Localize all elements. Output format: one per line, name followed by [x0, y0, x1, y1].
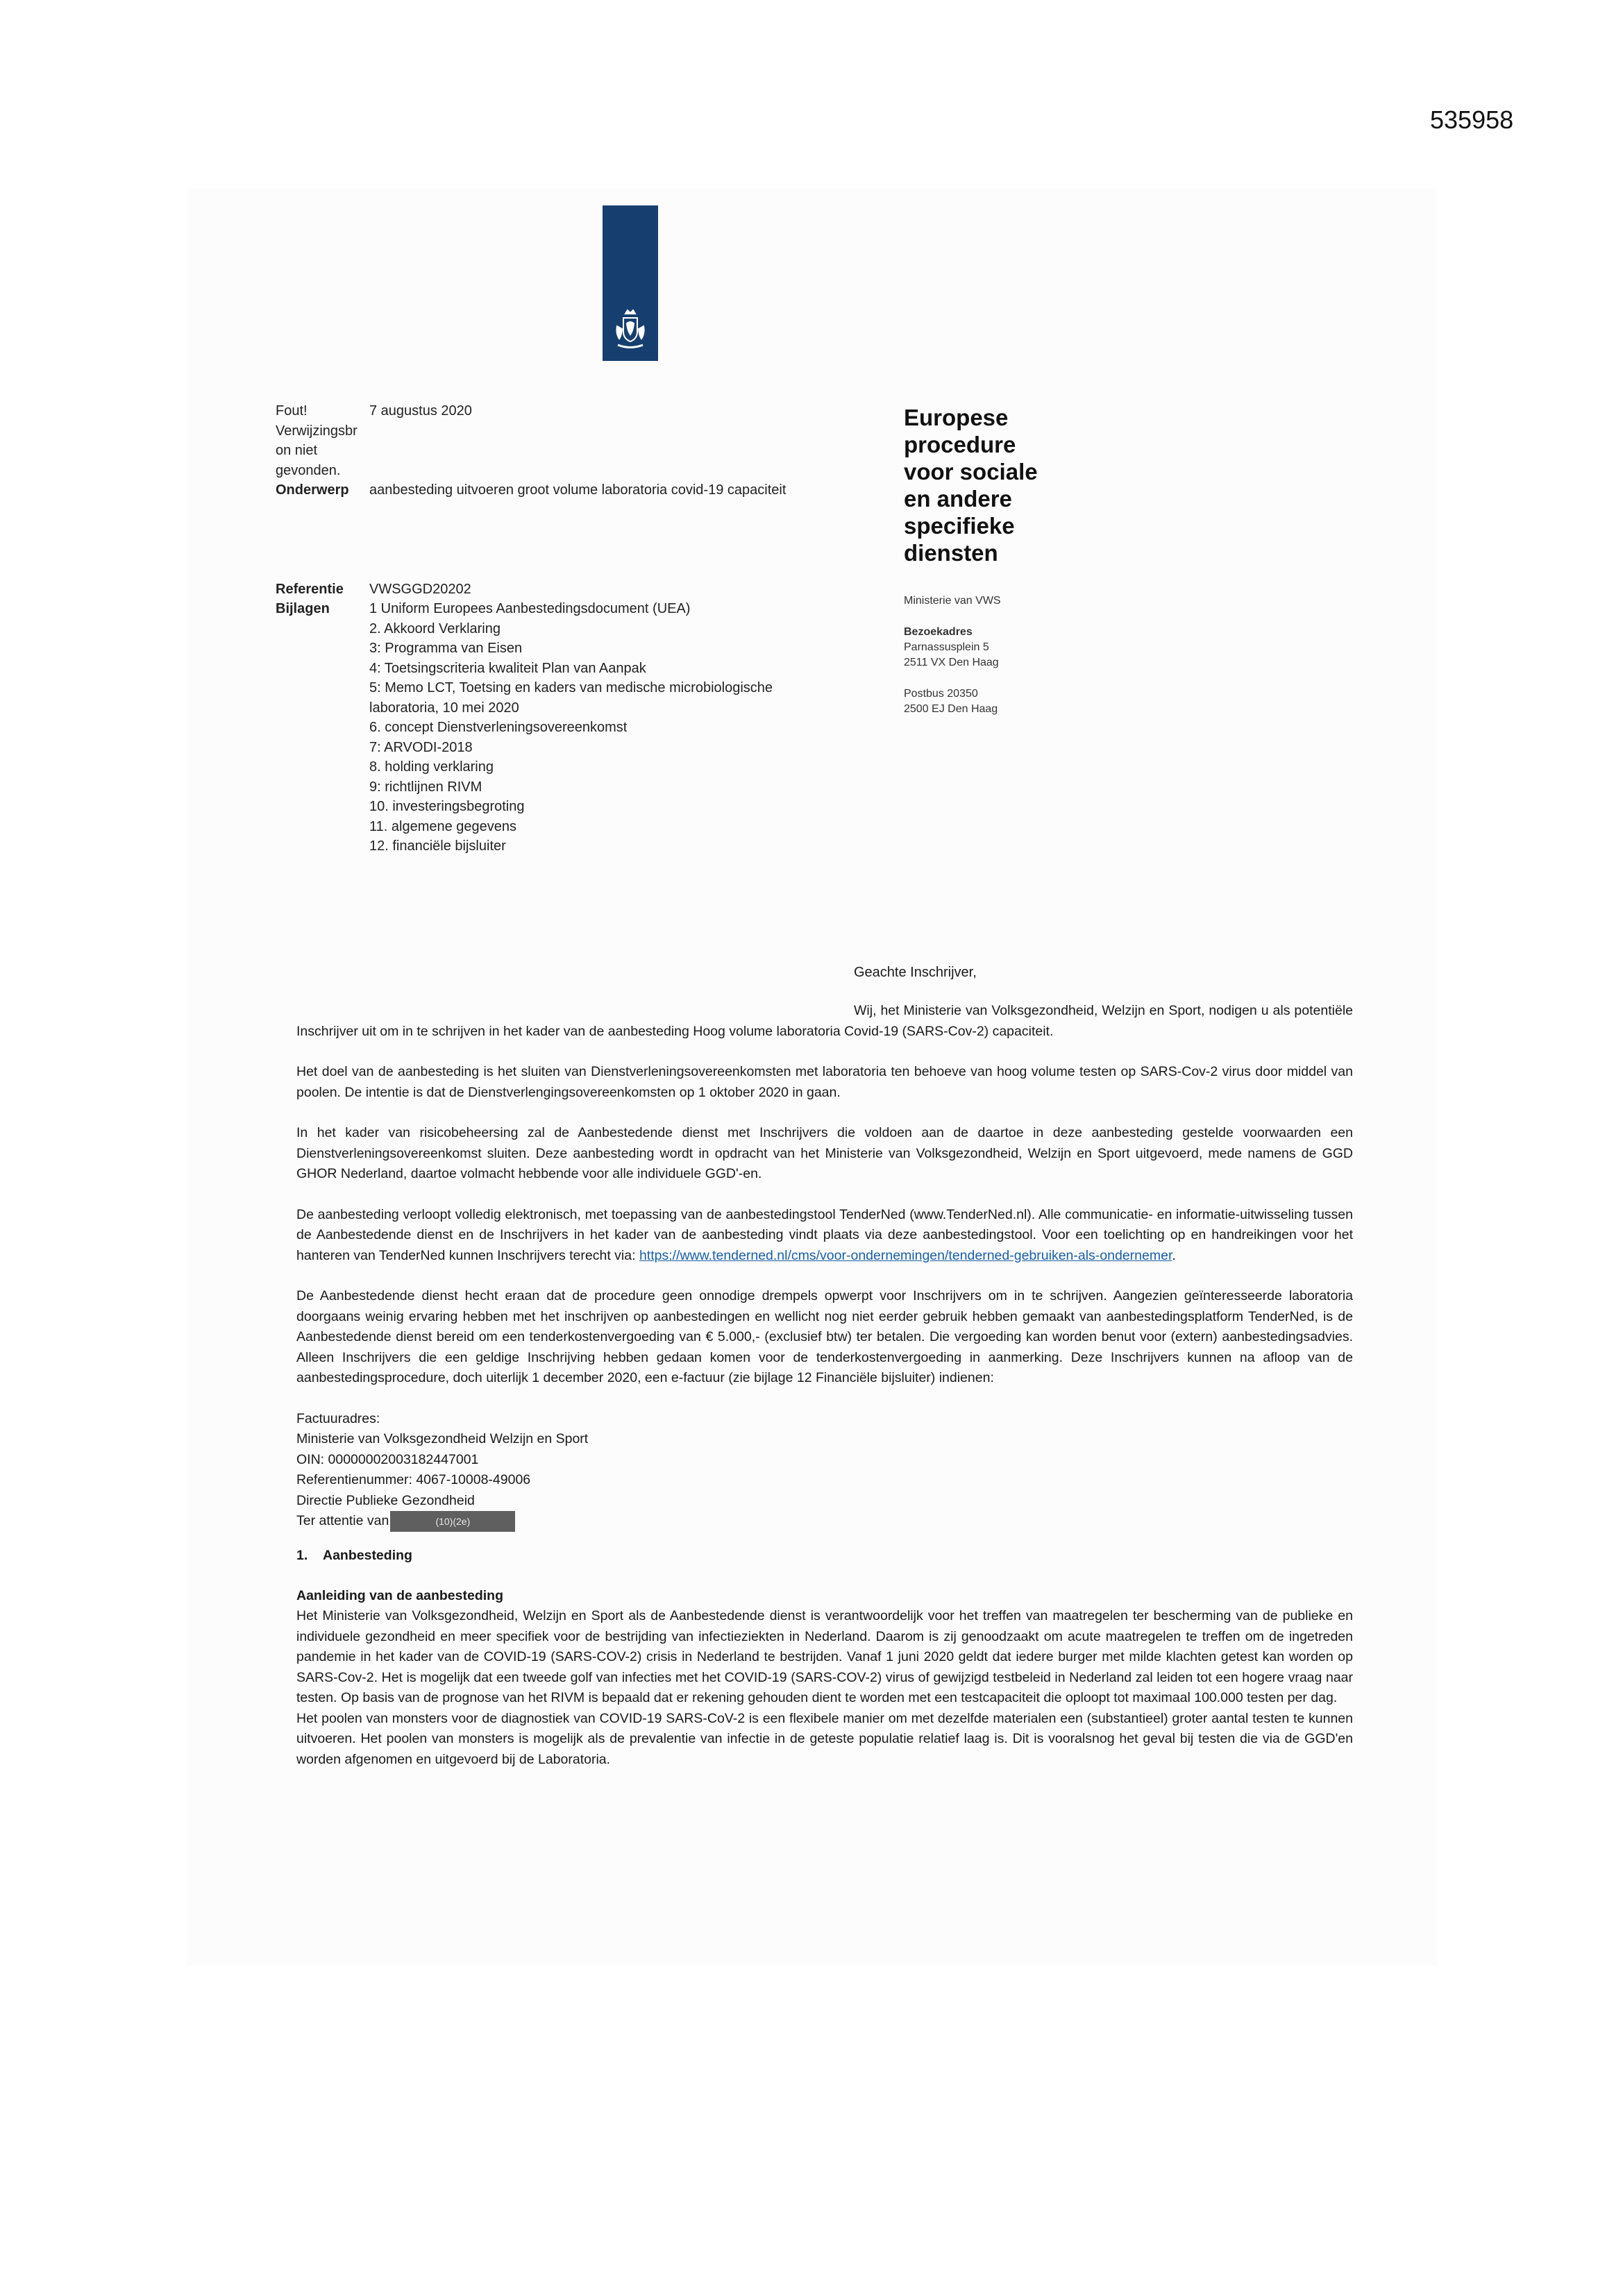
document-number: 535958 — [1430, 105, 1514, 134]
ministry-name: Ministerie van VWS — [904, 595, 1001, 607]
salutation: Geachte Inschrijver, — [854, 965, 977, 980]
bijlage-item: 4: Toetsingscriteria kwaliteit Plan van Aanpak — [369, 660, 646, 676]
rijksoverheid-logo — [603, 205, 658, 361]
bijlagen-row — [276, 599, 880, 856]
paragraph-compensation: De Aanbestedende dienst hecht eraan dat de procedure geen onnodige drempels opwerpt voor Inschrijvers om in te schrijven. Aangezien geïnteresseerde laboratoria doorgaans weinig ervaring hebben met het inschrijven op aanbestedingen en wellicht nog niet eerder gebruik hebben gemaakt van aanbestedingsplatform TenderNed, is de Aanbestedende dienst bereid om een tenderkostenvergoeding van € 5.000,- (exclusief btw) ter betalen. Die vergoeding kan worden benut voor (extern) aanbestedingsadvies. Alleen Inschrijvers die een geldige Inschrijving hebben gedaan komen voor de tenderkostenvergoeding in aanmerking. Deze Inschrijvers kunnen na afloop van de aanbestedingsprocedure, doch uiterlijk 1 december 2020, een e-factuur (zie bijlage 12 Financiële bijsluiter) indienen: — [296, 1288, 1353, 1385]
letter-date: 7 augustus 2020 — [369, 403, 472, 419]
onderwerp-value: aanbesteding uitvoeren groot volume laboratoria covid-19 capaciteit — [369, 482, 787, 498]
paragraph-risk: In het kader van risicobeheersing zal de Aanbestedende dienst met Inschrijvers die voldoen aan de daartoe in deze aanbesteding gestelde voorwaarden een Dienstverleningsovereenkomst sluiten. Deze aanbesteding wordt in opdracht van het Ministerie van Volksgezondheid, Welzijn en Sport uitgevoerd, mede namens de GGD GHOR Nederland, daartoe volmacht hebbende voor alle individuele GGD'-en. — [296, 1125, 1353, 1181]
paragraph-purpose: Het doel van de aanbesteding is het sluiten van Dienstverleningsovereenkomsten met laboratoria ten behoeve van hoog volume testen op SARS-Cov-2 virus door middel van poolen. De intentie is dat de Dienstverlengingsovereenkomsten op 1 oktober 2020 in gaan. — [296, 1064, 1353, 1100]
subsection-heading: Aanleiding van de aanbesteding — [296, 1587, 503, 1603]
letter-meta — [276, 401, 880, 856]
onderwerp-row — [276, 480, 880, 500]
bezoekadres: Bezoekadres Parnassusplein 5 2511 VX Den Haag — [904, 626, 999, 668]
postbus-address: Postbus 20350 2500 EJ Den Haag — [904, 688, 998, 715]
bijlage-item: 3: Programma van Eisen — [369, 641, 523, 656]
bijlage-item: 8. holding verklaring — [369, 759, 494, 775]
bijlage-item: 11. algemene gegevens — [369, 818, 517, 834]
bijlage-item: 12. financiële bijsluiter — [369, 838, 506, 854]
procedure-title: Europese procedure voor sociale en andere specifieke diensten — [904, 405, 1038, 566]
bijlagen-label: Bijlagen — [276, 601, 330, 616]
paragraph-tenderned: De aanbesteding verloopt volledig elektronisch, met toepassing van de aanbestedingstool TenderNed (www.TenderNed.nl). Alle communicatie- en informatie-uitwisseling tussen de Aanbestedende dienst en de Inschrijvers in het kader van de aanbesteding vindt plaats via deze aanbestedingstool. Voor een toelichting op en handreikingen voor het hanteren van TenderNed kunnen Inschrijvers terecht via: https://www.tenderned.nl/cms/voor-ondernemingen/tenderned-gebruiken-als-ondernemer. — [296, 1206, 1353, 1263]
tenderned-link[interactable]: https://www.tenderned.nl/cms/voor-ondernemingen/tenderned-gebruiken-als-ondernemer — [639, 1247, 1172, 1263]
invoice-address: Factuuradres: Ministerie van Volksgezondheid Welzijn en Sport OIN: 00000002003182447001 Referentienummer: 4067-10008-49006 Directie Publieke Gezondheid Ter attentie van (10)(2e) — [296, 1409, 1353, 1533]
bijlage-item: 10. investeringsbegroting — [369, 799, 525, 814]
bezoekadres-label: Bezoekadres — [904, 626, 973, 638]
onderwerp-label: Onderwerp — [276, 482, 349, 498]
paragraph-background: Het Ministerie van Volksgezondheid, Welzijn en Sport als de Aanbestedende dienst is verantwoordelijk voor het treffen van maatregelen ter bescherming van de publieke en individuele gezondheid en meer specifiek voor de bestrijding van infectieziekten in Nederland. Daarom is zij genoodzaakt om acute maatregelen te treffen om de ingetreden pandemie in het kader van de COVID-19 (SARS-COV-2) crisis in Nederland te bestrijden. Vanaf 1 juni 2020 geldt dat iedere burger met milde klachten getest kan worden op SARS-Cov-2. Het is mogelijk dat een tweede golf van infecties met het COVID-19 (SARS-COV-2) virus of gewijzigd testbeleid in Nederland zal leiden tot een hogere vraag naar testen. Op basis van de prognose van het RIVM is bepaald dat er rekening gehouden dient te worden met een testcapaciteit die oploopt tot maximaal 100.000 testen per dag. — [296, 1608, 1353, 1705]
referentie-label: Referentie — [276, 581, 344, 597]
letter-body — [296, 1001, 1353, 1790]
section-heading: 1. Aanbesteding — [296, 1548, 412, 1563]
referentie-value: VWSGGD20202 — [369, 581, 471, 597]
bijlage-item: 9: richtlijnen RIVM — [369, 779, 482, 795]
bijlagen-list — [369, 599, 880, 856]
redaction-box: (10)(2e) — [390, 1511, 515, 1532]
paragraph-invitation: Wij, het Ministerie van Volksgezondheid, Welzijn en Sport, nodigen u als potentiële Inschrijver uit om in te schrijven in het kader van de aanbesteding Hoog volume laboratoria Covid-19 (SARS-Cov-2) capaciteit. — [296, 1003, 1353, 1039]
bijlage-item: 6. concept Dienstverleningsovereenkomst — [369, 720, 628, 735]
bijlage-item: 1 Uniform Europees Aanbestedingsdocument (UEA) — [369, 601, 691, 616]
attention-line: Ter attentie van (10)(2e) — [296, 1511, 1353, 1532]
bijlage-item: 2. Akkoord Verklaring — [369, 621, 501, 636]
referentie-row — [276, 580, 880, 600]
bijlage-item: laboratoria, 10 mei 2020 — [369, 700, 519, 716]
paragraph-pooling: Het poolen van monsters voor de diagnostiek van COVID-19 SARS-CoV-2 is een flexibele manier om met dezelfde materialen een (substantieel) groter aantal testen te kunnen uitvoeren. Het poolen van monsters is mogelijk als de prevalentie van infectie in de geteste populatie relatief laag is. Dit is vooralsnog het geval bij testen die via de GGD'en worden afgenomen en uitgevoerd bij de Laboratoria. — [296, 1710, 1353, 1767]
bijlage-item: 7: ARVODI-2018 — [369, 739, 473, 755]
bijlage-item: 5: Memo LCT, Toetsing en kaders van medische microbiologische — [369, 680, 773, 695]
reference-error: Fout! Verwijzingsbr on niet gevonden. — [276, 403, 358, 478]
coat-of-arms-icon — [614, 308, 647, 351]
